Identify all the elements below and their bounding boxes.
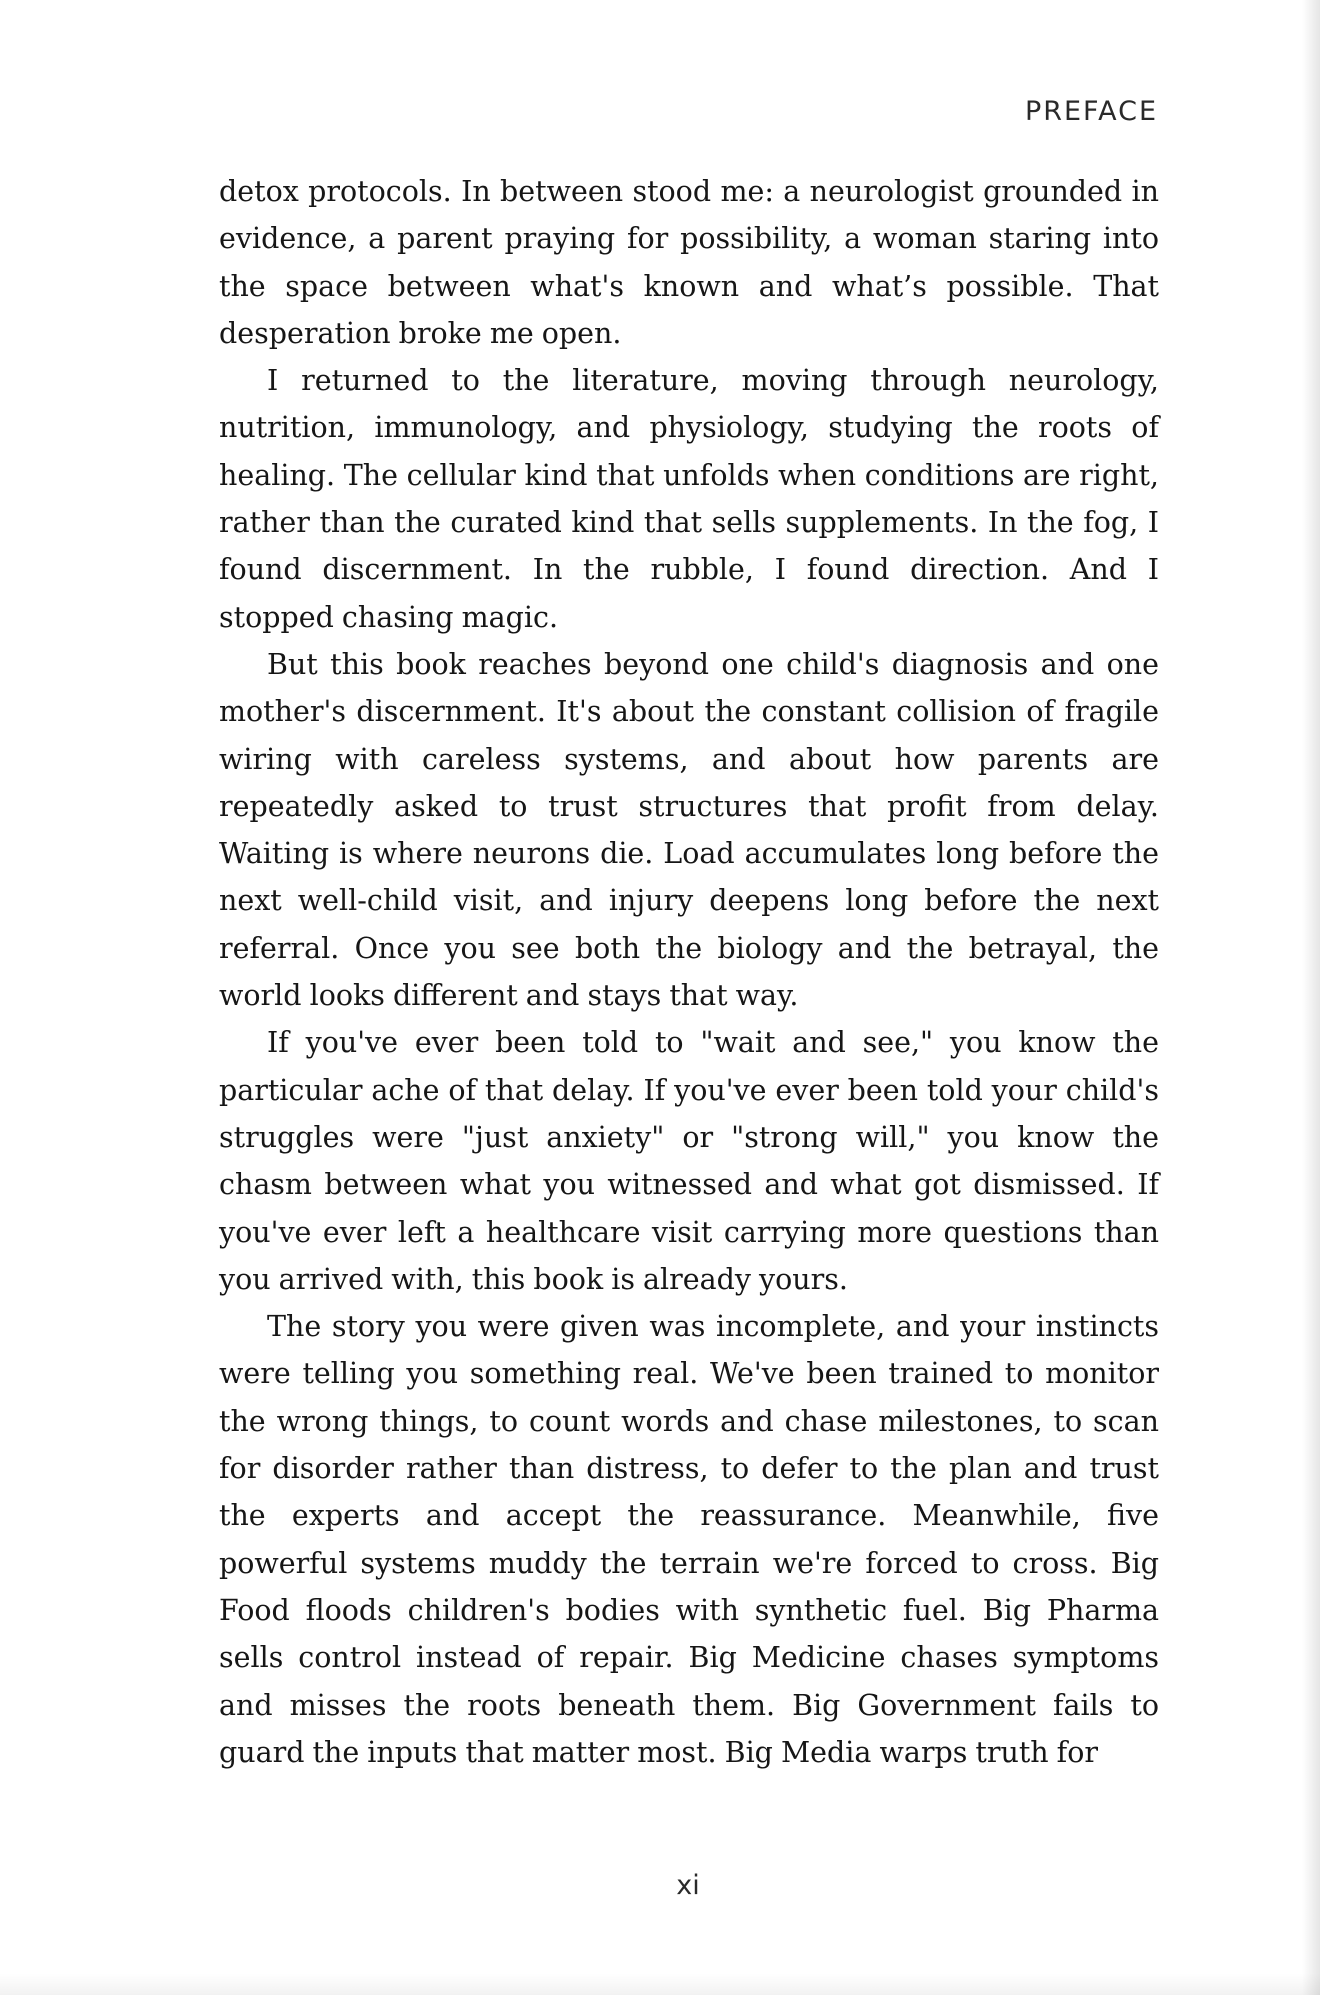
running-head: PREFACE <box>1024 96 1158 127</box>
paragraph: I returned to the literature, moving through neurology, nutrition, immunology, and physiology, studying the roots of healing. The cellular kind that unfolds when conditions are right, rather than the curated kind that sells supplements. In the fog, I found discernment. In the rubble, I found direction. And I stopped chasing magic. <box>219 364 1159 634</box>
paragraph: If you've ever been told to "wait and see," you know the particular ache of that delay. If you've ever been told your child's struggles were "just anxiety" or "strong will," you know the chasm between what you witnessed and what got dismissed. If you've ever left a healthcare visit carrying more questions than you arrived with, this book is already yours. <box>219 1026 1159 1296</box>
paragraph: The story you were given was incomplete, and your instincts were telling you something real. We've been trained to monitor the wrong things, to count words and chase milestones, to scan for disorder rather than distress, to defer to the plan and trust the experts and accept the reassurance. Meanwhile, five powerful systems muddy the terrain we're forced to cross. Big Food floods children's bodies with synthetic fuel. Big Pharma sells control instead of repair. Big Medicine chases symptoms and misses the roots beneath them. Big Government fails to guard the inputs that matter most. Big Media warps truth for <box>219 1310 1159 1769</box>
body-text <box>219 168 1159 1776</box>
paragraph: But this book reaches beyond one child's diagnosis and one mother's discernment. It's about the constant collision of fragile wiring with careless systems, and about how parents are repeatedly asked to trust structures that profit from delay. Waiting is where neurons die. Load accumulates long before the next well-child visit, and injury deepens long before the next referral. Once you see both the biology and the betrayal, the world looks different and stays that way. <box>219 647 1159 1013</box>
paragraph-continuation: detox protocols. In between stood me: a neurologist grounded in evidence, a parent praying for possibility, a woman staring into the space between what's known and what’s possible. That desperation broke me open. <box>219 175 1159 350</box>
page-bottom-shadow <box>0 1973 1320 1995</box>
page-number: xi <box>676 1870 700 1901</box>
page-edge-shadow <box>1302 0 1320 1995</box>
